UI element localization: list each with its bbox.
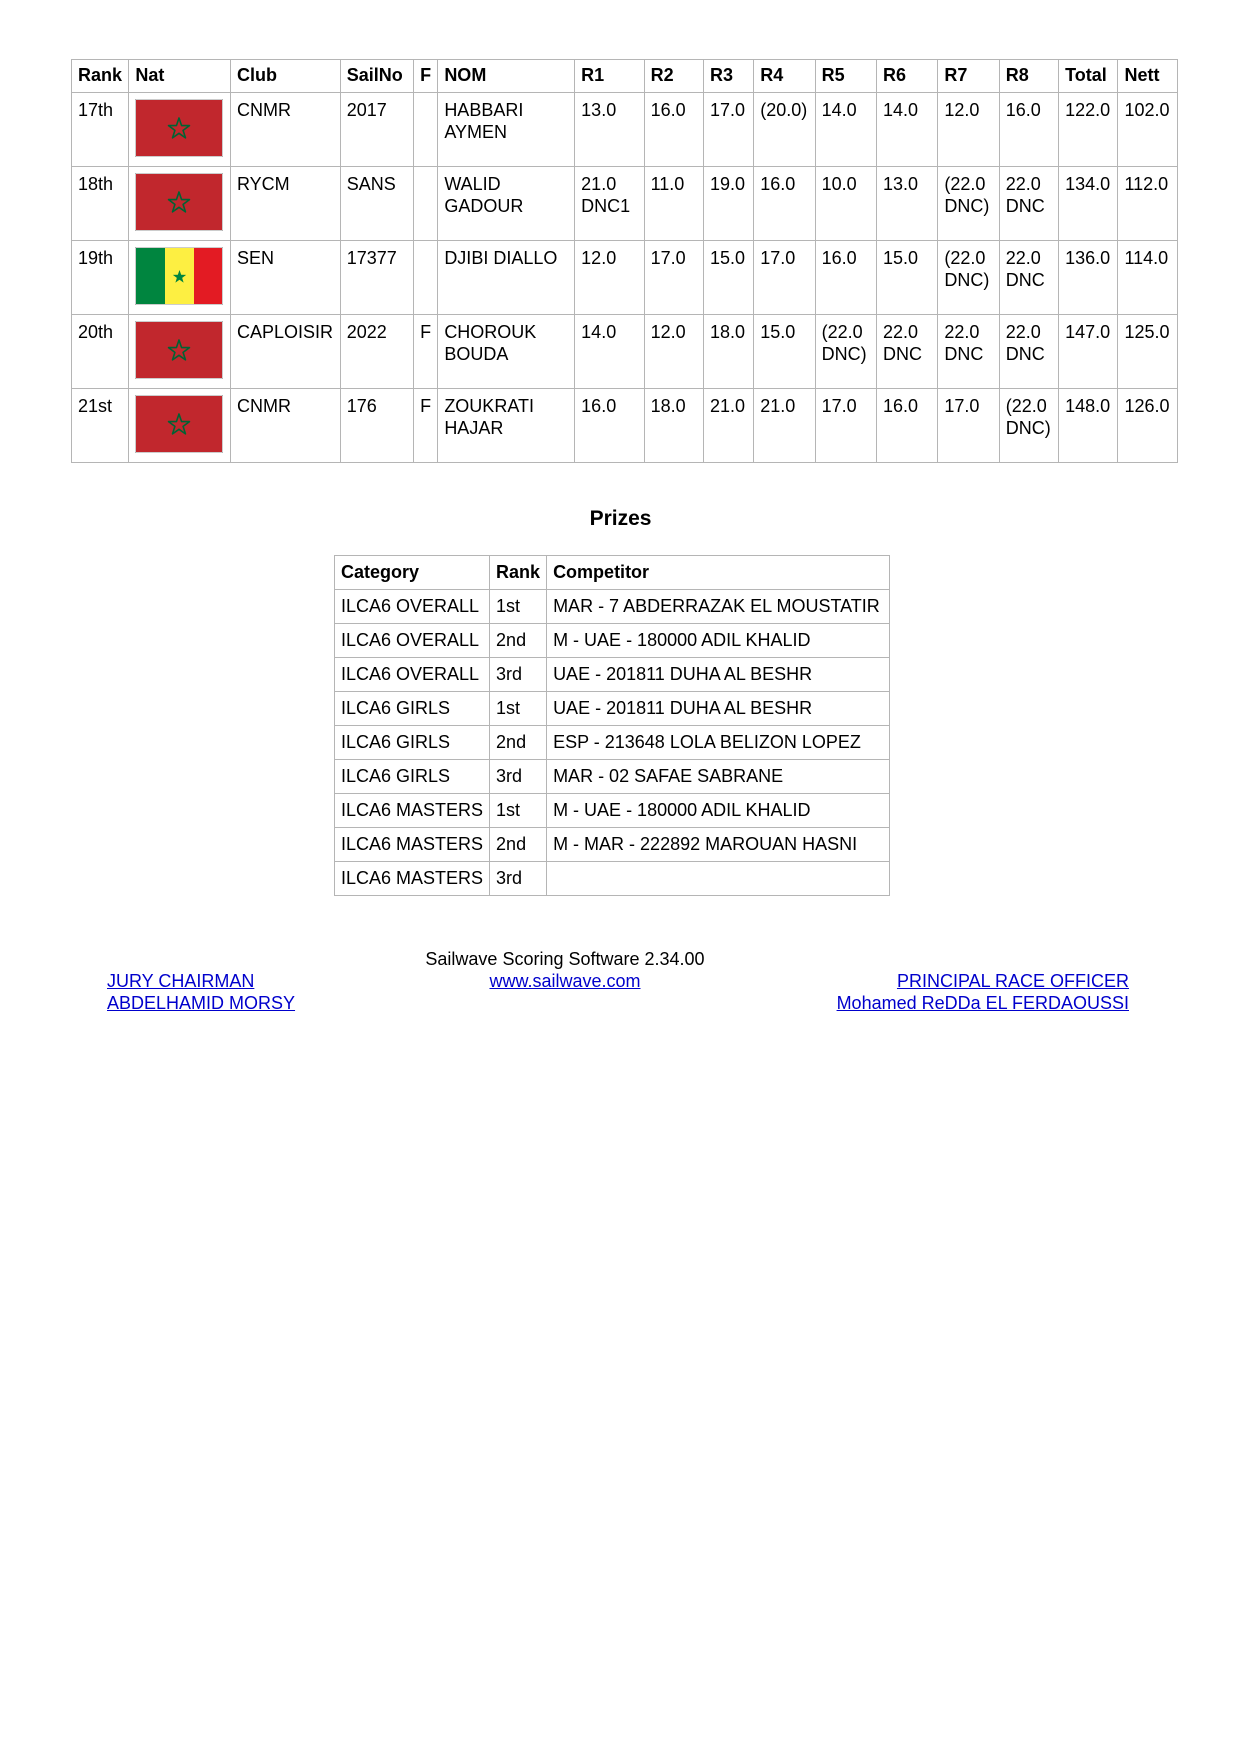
- results-row: [72, 241, 1178, 315]
- cell-r5: 14.0: [815, 93, 876, 167]
- col-r7: R7: [938, 60, 999, 93]
- morocco-flag-icon: [135, 395, 223, 453]
- cell-nom: CHOROUK BOUDA: [438, 315, 575, 389]
- morocco-flag-icon: [135, 321, 223, 379]
- prize-cell-rank: 1st: [490, 692, 547, 726]
- cell-nett: 125.0: [1118, 315, 1178, 389]
- prize-cell-category: ILCA6 GIRLS: [335, 760, 490, 794]
- prize-cell-rank: 2nd: [490, 624, 547, 658]
- cell-r7: (22.0 DNC): [938, 241, 999, 315]
- prize-cell-competitor: M - MAR - 222892 MAROUAN HASNI: [547, 828, 890, 862]
- race-officer-block: [837, 970, 1129, 1014]
- prize-cell-category: ILCA6 GIRLS: [335, 692, 490, 726]
- cell-nat: [129, 241, 231, 315]
- col-r2: R2: [644, 60, 703, 93]
- prize-row: [335, 726, 890, 760]
- cell-nett: 112.0: [1118, 167, 1178, 241]
- cell-r8: 16.0: [999, 93, 1058, 167]
- col-prize-rank: Rank: [490, 556, 547, 590]
- col-club: Club: [231, 60, 341, 93]
- cell-r6: 16.0: [877, 389, 938, 463]
- col-f: F: [414, 60, 438, 93]
- cell-rank: 21st: [72, 389, 129, 463]
- col-r5: R5: [815, 60, 876, 93]
- prize-cell-competitor: M - UAE - 180000 ADIL KHALID: [547, 624, 890, 658]
- cell-nett: 102.0: [1118, 93, 1178, 167]
- cell-r6: 14.0: [877, 93, 938, 167]
- cell-r8: 22.0 DNC: [999, 241, 1058, 315]
- cell-r7: 12.0: [938, 93, 999, 167]
- cell-nom: HABBARI AYMEN: [438, 93, 575, 167]
- race-officer-title-link[interactable]: PRINCIPAL RACE OFFICER: [896, 971, 1129, 991]
- cell-r5: (22.0 DNC): [815, 315, 876, 389]
- cell-sailno: 2017: [340, 93, 413, 167]
- cell-nat: [129, 167, 231, 241]
- cell-club: SEN: [231, 241, 341, 315]
- cell-total: 147.0: [1059, 315, 1118, 389]
- cell-r4: 21.0: [754, 389, 815, 463]
- cell-r5: 10.0: [815, 167, 876, 241]
- cell-nom: WALID GADOUR: [438, 167, 575, 241]
- cell-r3: 15.0: [703, 241, 753, 315]
- jury-chairman-name-link[interactable]: ABDELHAMID MORSY: [107, 993, 296, 1013]
- prize-cell-rank: 3rd: [490, 658, 547, 692]
- prizes-title: Prizes: [589, 507, 652, 530]
- cell-nom: DJIBI DIALLO: [438, 241, 575, 315]
- cell-rank: 19th: [72, 241, 129, 315]
- prize-cell-competitor: UAE - 201811 DUHA AL BESHR: [547, 658, 890, 692]
- cell-r1: 16.0: [575, 389, 644, 463]
- col-nom: NOM: [438, 60, 575, 93]
- cell-r4: 17.0: [754, 241, 815, 315]
- cell-r8: 22.0 DNC: [999, 167, 1058, 241]
- cell-sailno: 176: [340, 389, 413, 463]
- col-r4: R4: [754, 60, 815, 93]
- jury-chairman-block: [107, 970, 295, 1014]
- results-row: [72, 93, 1178, 167]
- cell-r3: 17.0: [703, 93, 753, 167]
- cell-sailno: SANS: [340, 167, 413, 241]
- cell-nat: [129, 93, 231, 167]
- prize-cell-rank: 2nd: [490, 726, 547, 760]
- cell-r1: 21.0 DNC1: [575, 167, 644, 241]
- prizes-table: [334, 555, 890, 896]
- prize-row: [335, 794, 890, 828]
- prize-cell-category: ILCA6 MASTERS: [335, 794, 490, 828]
- prize-cell-rank: 1st: [490, 590, 547, 624]
- col-nat: Nat: [129, 60, 231, 93]
- race-officer-name-link[interactable]: Mohamed ReDDa EL FERDAOUSSI: [836, 993, 1129, 1013]
- software-version: Sailwave Scoring Software 2.34.00: [425, 949, 705, 969]
- prize-row: [335, 828, 890, 862]
- cell-r7: (22.0 DNC): [938, 167, 999, 241]
- col-total: Total: [1059, 60, 1118, 93]
- cell-total: 134.0: [1059, 167, 1118, 241]
- cell-f: [414, 241, 438, 315]
- cell-nat: [129, 389, 231, 463]
- col-r1: R1: [575, 60, 644, 93]
- prize-cell-competitor: MAR - 7 ABDERRAZAK EL MOUSTATIR: [547, 590, 890, 624]
- col-rank: Rank: [72, 60, 129, 93]
- prize-cell-rank: 3rd: [490, 760, 547, 794]
- cell-r3: 18.0: [703, 315, 753, 389]
- col-nett: Nett: [1118, 60, 1178, 93]
- cell-rank: 20th: [72, 315, 129, 389]
- cell-total: 136.0: [1059, 241, 1118, 315]
- cell-nom: ZOUKRATI HAJAR: [438, 389, 575, 463]
- prize-cell-category: ILCA6 OVERALL: [335, 590, 490, 624]
- prize-cell-category: ILCA6 MASTERS: [335, 862, 490, 896]
- cell-club: CNMR: [231, 93, 341, 167]
- results-row: [72, 389, 1178, 463]
- cell-club: CAPLOISIR: [231, 315, 341, 389]
- results-row: [72, 167, 1178, 241]
- prize-row: [335, 692, 890, 726]
- prize-cell-rank: 3rd: [490, 862, 547, 896]
- cell-nat: [129, 315, 231, 389]
- cell-rank: 17th: [72, 93, 129, 167]
- cell-r2: 12.0: [644, 315, 703, 389]
- results-table: [71, 59, 1178, 463]
- cell-r2: 18.0: [644, 389, 703, 463]
- cell-r2: 17.0: [644, 241, 703, 315]
- cell-club: RYCM: [231, 167, 341, 241]
- morocco-flag-icon: [135, 173, 223, 231]
- cell-r7: 22.0 DNC: [938, 315, 999, 389]
- prize-row: [335, 590, 890, 624]
- cell-r4: 15.0: [754, 315, 815, 389]
- cell-r1: 14.0: [575, 315, 644, 389]
- results-row: [72, 315, 1178, 389]
- prize-cell-category: ILCA6 MASTERS: [335, 828, 490, 862]
- prize-row: [335, 658, 890, 692]
- prize-cell-competitor: M - UAE - 180000 ADIL KHALID: [547, 794, 890, 828]
- cell-r4: (20.0): [754, 93, 815, 167]
- cell-r8: 22.0 DNC: [999, 315, 1058, 389]
- cell-club: CNMR: [231, 389, 341, 463]
- cell-sailno: 17377: [340, 241, 413, 315]
- prize-cell-category: ILCA6 OVERALL: [335, 624, 490, 658]
- prizes-header-row: [335, 556, 890, 590]
- prize-cell-competitor: UAE - 201811 DUHA AL BESHR: [547, 692, 890, 726]
- cell-f: [414, 93, 438, 167]
- col-r3: R3: [703, 60, 753, 93]
- cell-nett: 126.0: [1118, 389, 1178, 463]
- cell-r5: 17.0: [815, 389, 876, 463]
- cell-r7: 17.0: [938, 389, 999, 463]
- prize-cell-category: ILCA6 GIRLS: [335, 726, 490, 760]
- cell-r5: 16.0: [815, 241, 876, 315]
- prize-row: [335, 760, 890, 794]
- cell-r6: 15.0: [877, 241, 938, 315]
- prize-cell-rank: 1st: [490, 794, 547, 828]
- cell-r1: 13.0: [575, 93, 644, 167]
- cell-r3: 21.0: [703, 389, 753, 463]
- prize-cell-competitor: [547, 862, 890, 896]
- morocco-flag-icon: [135, 99, 223, 157]
- cell-r2: 16.0: [644, 93, 703, 167]
- cell-nett: 114.0: [1118, 241, 1178, 315]
- cell-rank: 18th: [72, 167, 129, 241]
- cell-r8: (22.0 DNC): [999, 389, 1058, 463]
- cell-total: 148.0: [1059, 389, 1118, 463]
- col-r8: R8: [999, 60, 1058, 93]
- senegal-flag-icon: [135, 247, 223, 305]
- cell-f: F: [414, 389, 438, 463]
- prize-row: [335, 624, 890, 658]
- col-sailno: SailNo: [340, 60, 413, 93]
- cell-r1: 12.0: [575, 241, 644, 315]
- cell-r4: 16.0: [754, 167, 815, 241]
- cell-r3: 19.0: [703, 167, 753, 241]
- cell-sailno: 2022: [340, 315, 413, 389]
- col-competitor: Competitor: [547, 556, 890, 590]
- prize-cell-rank: 2nd: [490, 828, 547, 862]
- jury-chairman-title-link[interactable]: JURY CHAIRMAN: [107, 971, 255, 991]
- cell-r2: 11.0: [644, 167, 703, 241]
- col-category: Category: [335, 556, 490, 590]
- sailwave-link[interactable]: www.sailwave.com: [489, 971, 641, 991]
- prize-row: [335, 862, 890, 896]
- cell-total: 122.0: [1059, 93, 1118, 167]
- cell-f: [414, 167, 438, 241]
- prize-cell-competitor: ESP - 213648 LOLA BELIZON LOPEZ: [547, 726, 890, 760]
- results-header-row: [72, 60, 1178, 93]
- cell-f: F: [414, 315, 438, 389]
- cell-r6: 13.0: [877, 167, 938, 241]
- cell-r6: 22.0 DNC: [877, 315, 938, 389]
- prize-cell-category: ILCA6 OVERALL: [335, 658, 490, 692]
- col-r6: R6: [877, 60, 938, 93]
- prize-cell-competitor: MAR - 02 SAFAE SABRANE: [547, 760, 890, 794]
